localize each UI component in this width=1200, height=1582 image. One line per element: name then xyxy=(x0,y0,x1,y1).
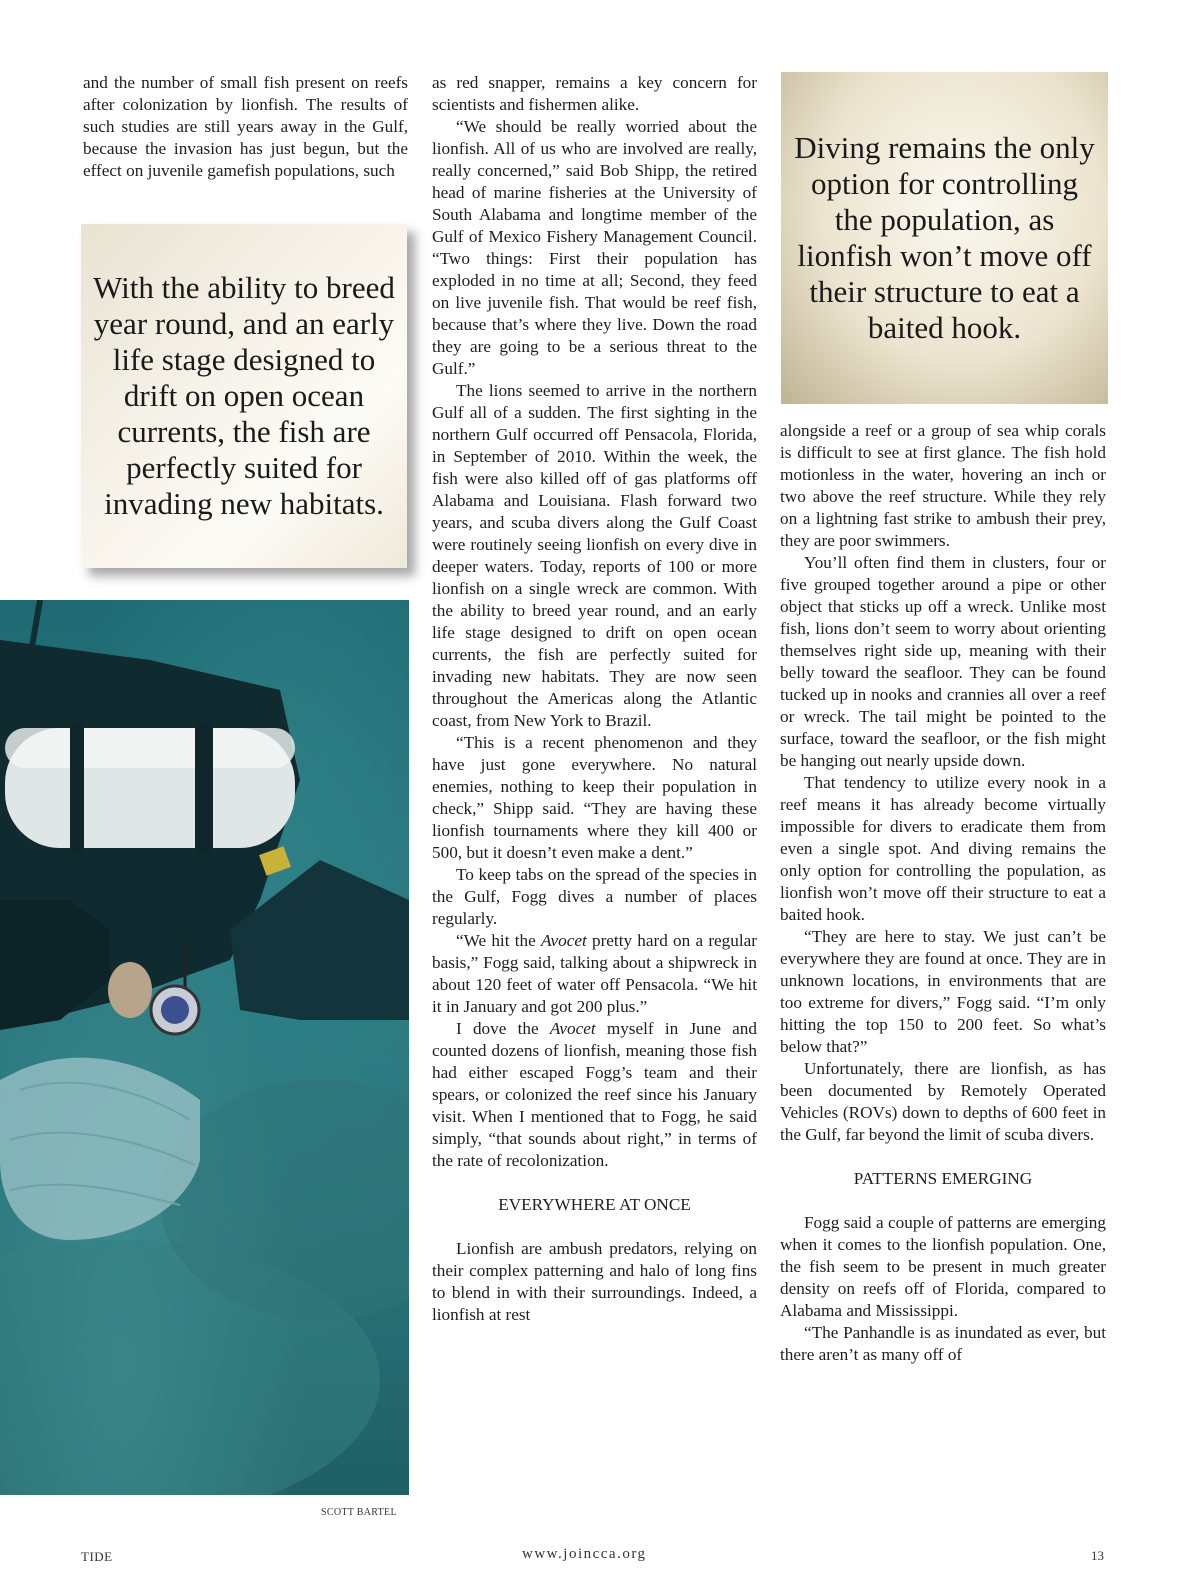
paragraph: Unfortunately, there are lionfish, as has been documented by Remotely Operated Vehicles (ROVs) down to depths of 600 feet in the Gulf, far beyond the limit of scuba divers. xyxy=(780,1059,1106,1144)
text-span: myself in June and counted dozens of lionfish, meaning those fish had either escaped Fogg’s team and their spears, or colonized the reef since his January visit. When I mentioned that to Fogg, he said simply, “that sounds about right,” in terms of the rate of recolonization. xyxy=(432,1019,757,1170)
paragraph: Lionfish are ambush predators, relying on their complex patterning and halo of long fins to blend in with their surroundings. Indeed, a lionfish at rest xyxy=(432,1239,757,1324)
paragraph: “They are here to stay. We just can’t be everywhere they are found at once. They are in unknown locations, in environments that are too extreme for divers,” Fogg said. “I’m only hitting the top 150 to 200 feet. So what’s below that?” xyxy=(780,927,1106,1056)
paragraph: Fogg said a couple of patterns are emerging when it comes to the lionfish population. One, the fish seem to be present in much greater density on reefs off of Florida, compared to Alabama and Mississippi. xyxy=(780,1213,1106,1320)
footer-publication: TIDE xyxy=(81,1549,113,1564)
diver-illustration xyxy=(0,600,409,1495)
footer-website: www.joincca.org xyxy=(522,1546,647,1562)
article-column-2 xyxy=(432,72,757,1326)
pull-quote-left xyxy=(81,224,407,568)
paragraph: and the number of small fish present on reefs after colonization by lionfish. The results of such studies are still years away in the Gulf, because the invasion has just begun, but the effect on juvenile gamefish populations, such xyxy=(83,73,408,180)
paragraph xyxy=(432,1018,757,1172)
pull-quote-text: With the ability to breed year round, and an early life stage designed to drift on open ocean currents, the fish are perfectly suited for invading new habitats. xyxy=(93,270,395,521)
section-heading: EVERYWHERE AT ONCE xyxy=(498,1195,691,1214)
pull-quote-text: Diving remains the only option for controlling the population, as lionfish won’t move off their structure to eat a baited hook. xyxy=(794,130,1095,345)
paragraph: The lions seemed to arrive in the northern Gulf all of a sudden. The first sighting in the northern Gulf occurred off Pensacola, Florida, in September of 2010. Within the week, the fish were also killed off of gas platforms off Alabama and Louisiana. Flash forward two years, and scuba divers along the Gulf Coast were routinely seeing lionfish on every dive in deeper waters. Today, reports of 100 or more lionfish on a single wreck are common. With the ability to breed year round, and an early life stage designed to drift on open ocean currents, the fish are perfectly suited for invading new habitats. They are now seen throughout the Americas along the Atlantic coast, from New York to Brazil. xyxy=(432,381,757,730)
pull-quote-right xyxy=(781,72,1108,404)
paragraph xyxy=(432,930,757,1018)
paragraph: as red snapper, remains a key concern for scientists and fishermen alike. xyxy=(432,73,757,114)
text-span: pretty hard on a regular basis,” Fogg said, talking about a shipwreck in about 120 feet of water off Pensacola. “We hit it in January and got 200 plus.” xyxy=(432,931,757,1016)
paragraph: “We should be really worried about the lionfish. All of us who are involved are really, really concerned,” said Bob Shipp, the retired head of marine fisheries at the University of South Alabama and longtime member of the Gulf of Mexico Fishery Management Council. “Two things: First their population has exploded in no time at all; Second, they feed on live juvenile fish. That would be reef fish, because that’s where they live. Down the road they are going to be a serious threat to the Gulf.” xyxy=(432,117,757,378)
paragraph: “This is a recent phenomenon and they have just gone everywhere. No natural enemies, nothing to keep their population in check,” Shipp said. “They are having these lionfish tournaments where they kill 400 or 500, but it doesn’t even make a dent.” xyxy=(432,733,757,862)
text-span: “We hit the xyxy=(456,931,541,950)
ship-name: Avocet xyxy=(540,931,587,950)
text-span: I dove the xyxy=(456,1019,550,1038)
paragraph: To keep tabs on the spread of the species in the Gulf, Fogg dives a number of places regularly. xyxy=(432,865,757,928)
paragraph: That tendency to utilize every nook in a reef means it has already become virtually impossible for divers to eradicate them from even a single spot. And diving remains the only option for controlling the population, as lionfish won’t move off their structure to eat a baited hook. xyxy=(780,773,1106,924)
paragraph: You’ll often find them in clusters, four or five grouped together around a pipe or other object that sticks up off a wreck. Unlike most fish, lions don’t seem to worry about orienting themselves right side up, meaning with their belly toward the seafloor. They can be found tucked up in nooks and crannies all over a reef or wreck. The tail might be pointed to the surface, toward the seafloor, or the fish might be hanging out nearly upside down. xyxy=(780,553,1106,770)
page-number: 13 xyxy=(1091,1548,1104,1563)
article-column-1 xyxy=(83,72,408,182)
diver-photo xyxy=(0,600,409,1495)
ship-name: Avocet xyxy=(549,1019,596,1038)
paragraph: “The Panhandle is as inundated as ever, but there aren’t as many off of xyxy=(780,1323,1106,1364)
photo-credit: SCOTT BARTEL xyxy=(321,1507,397,1518)
article-column-3 xyxy=(780,420,1106,1366)
section-heading: PATTERNS EMERGING xyxy=(853,1169,1033,1188)
paragraph: alongside a reef or a group of sea whip corals is difficult to see at first glance. The fish hold motionless in the water, hovering an inch or two above the reef structure. While they rely on a lightning fast strike to ambush their prey, they are poor swimmers. xyxy=(780,421,1106,550)
